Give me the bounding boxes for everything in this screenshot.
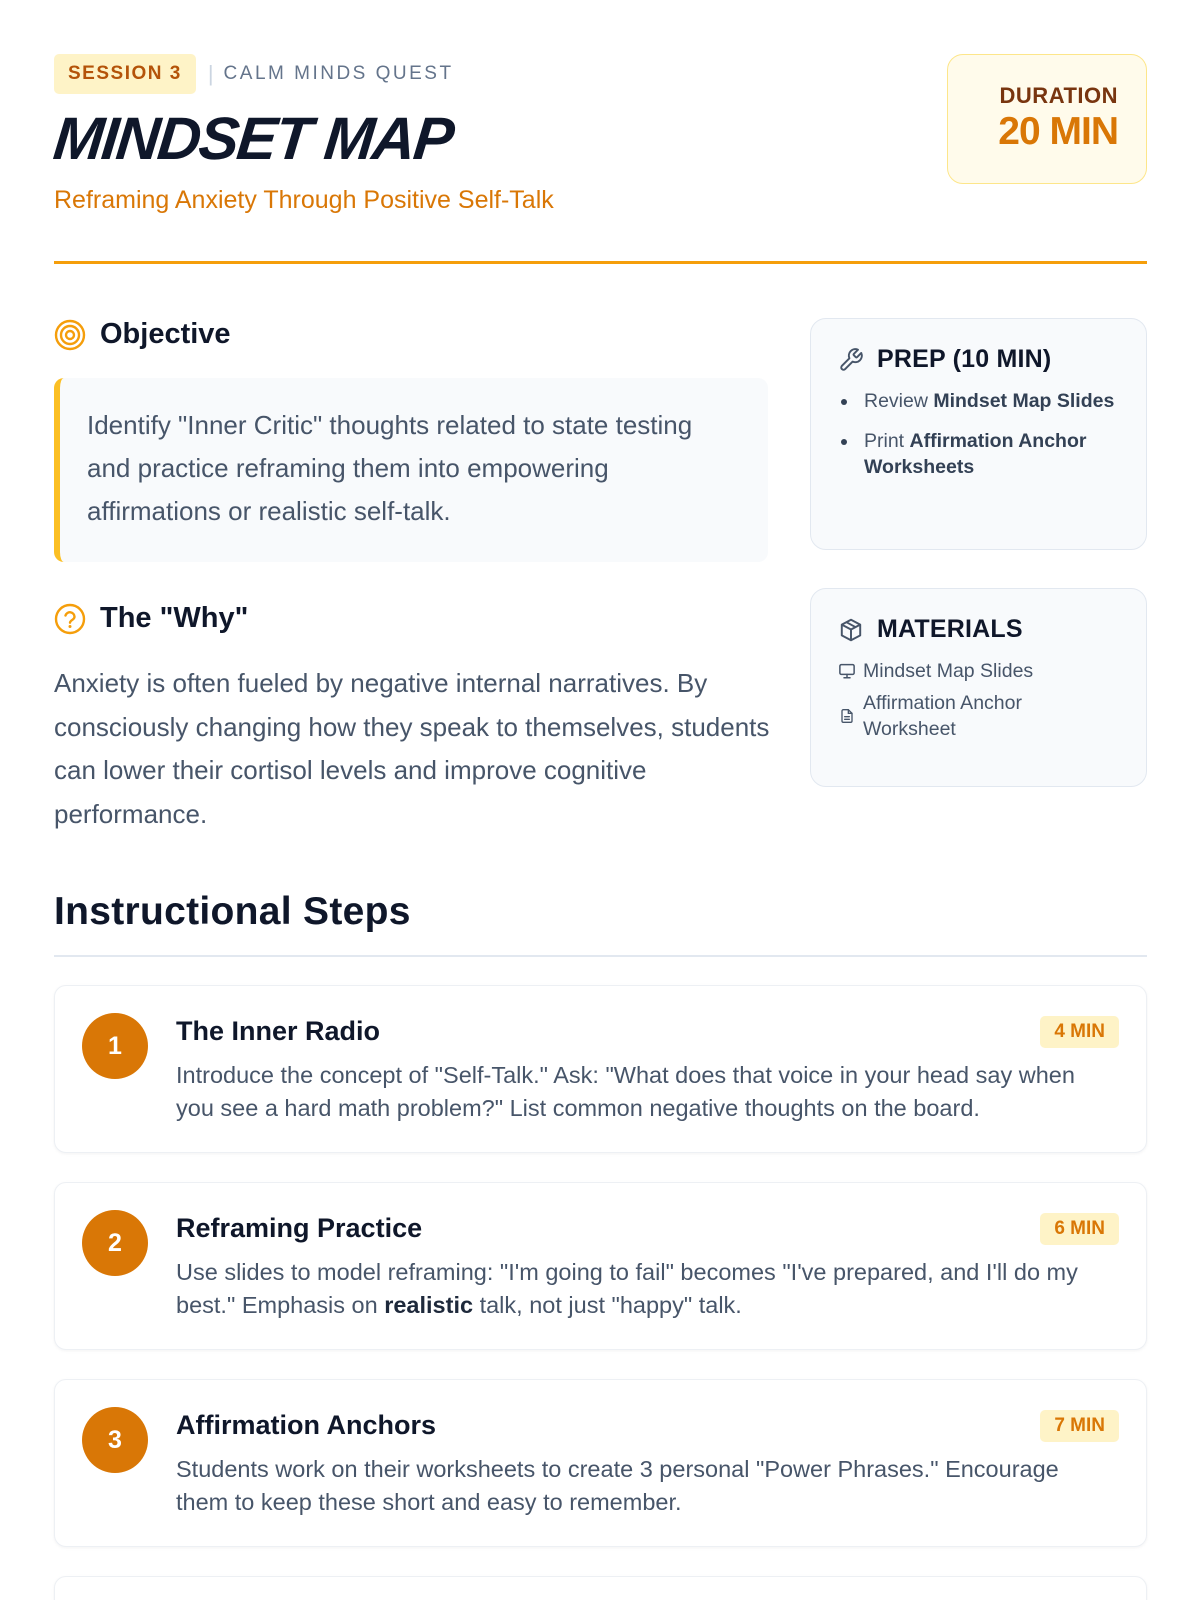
step-card bbox=[54, 1182, 1147, 1350]
prep-heading bbox=[837, 345, 1120, 374]
objective-heading bbox=[54, 318, 231, 351]
session-badge: SESSION 3 bbox=[54, 54, 196, 94]
prep-card bbox=[810, 318, 1147, 550]
monitor-icon bbox=[837, 662, 857, 680]
wrench-icon bbox=[837, 346, 865, 374]
step-number: 3 bbox=[82, 1407, 148, 1473]
step-card bbox=[54, 1576, 1147, 1600]
materials-title: MATERIALS bbox=[877, 615, 1023, 643]
step-description bbox=[176, 1453, 1116, 1519]
materials-list bbox=[837, 658, 1120, 742]
material-label: Mindset Map Slides bbox=[863, 660, 1034, 682]
why-title: The "Why" bbox=[100, 602, 249, 634]
material-item bbox=[837, 690, 1120, 742]
why-text: Anxiety is often fueled by negative internal narratives. By consciously changing how they speak to themselves, students can lower their cortisol levels and improve cognitive performance. bbox=[54, 668, 770, 829]
prep-list bbox=[837, 388, 1120, 480]
target-icon bbox=[54, 319, 86, 351]
prep-title: PREP (10 MIN) bbox=[877, 345, 1052, 373]
step-title: The Inner Radio bbox=[176, 1016, 381, 1046]
steps-divider bbox=[54, 955, 1147, 957]
step-desc-text: Introduce the concept of "Self-Talk." Ask: "What does that voice in your head say when you see a hard math problem?" List common negative thoughts on the board. bbox=[176, 1062, 1075, 1121]
duration-value: 20 MIN bbox=[998, 110, 1118, 153]
step-number: 2 bbox=[82, 1210, 148, 1276]
materials-card bbox=[810, 588, 1147, 787]
quest-name: CALM MINDS QUEST bbox=[223, 63, 454, 84]
page-title: MINDSET MAP bbox=[50, 105, 456, 172]
step-desc-text: talk, not just "happy" talk. bbox=[473, 1292, 742, 1318]
document-icon bbox=[837, 707, 857, 725]
step-card bbox=[54, 985, 1147, 1153]
prep-item-bold: Mindset Map Slides bbox=[933, 390, 1115, 412]
page-subtitle: Reframing Anxiety Through Positive Self-Talk bbox=[54, 186, 554, 214]
prep-item bbox=[837, 428, 1120, 480]
why-heading bbox=[54, 602, 248, 635]
step-card bbox=[54, 1379, 1147, 1547]
step-duration-badge: 6 MIN bbox=[1040, 1213, 1119, 1245]
session-row bbox=[54, 54, 454, 94]
materials-heading bbox=[837, 615, 1120, 644]
objective-title: Objective bbox=[100, 318, 231, 350]
lesson-page bbox=[50, 0, 1147, 1600]
step-duration-badge: 7 MIN bbox=[1040, 1410, 1119, 1442]
prep-item-bold: Affirmation Anchor Worksheets bbox=[864, 430, 1087, 478]
step-desc-text: Students work on their worksheets to create 3 personal "Power Phrases." Encourage them to keep these short and easy to remember. bbox=[176, 1456, 1059, 1515]
objective-text: Identify "Inner Critic" thoughts related to state testing and practice reframing them into empowering affirmations or realistic self-talk. bbox=[87, 410, 693, 526]
objective-box bbox=[54, 378, 768, 562]
step-title: Reframing Practice bbox=[176, 1213, 423, 1243]
prep-item bbox=[837, 388, 1120, 414]
separator: | bbox=[207, 61, 214, 86]
step-description bbox=[176, 1059, 1116, 1125]
duration-box bbox=[947, 54, 1147, 184]
step-desc-bold: realistic bbox=[384, 1292, 474, 1318]
duration-label: DURATION bbox=[999, 83, 1118, 108]
steps-heading: Instructional Steps bbox=[54, 890, 411, 933]
prep-item-prefix: Review bbox=[864, 390, 934, 412]
step-title: Affirmation Anchors bbox=[176, 1410, 437, 1440]
step-description bbox=[176, 1256, 1116, 1322]
prep-item-prefix: Print bbox=[864, 430, 910, 452]
step-number: 1 bbox=[82, 1013, 148, 1079]
lesson-header bbox=[50, 54, 1147, 264]
step-duration-badge: 4 MIN bbox=[1040, 1016, 1119, 1048]
material-item bbox=[837, 658, 1120, 684]
material-label: Affirmation Anchor Worksheet bbox=[863, 692, 1022, 740]
step-desc-text: Use slides to model reframing: "I'm going to fail" becomes "I've prepared, and I'll do my best." Emphasis on bbox=[176, 1259, 1078, 1318]
question-circle-icon bbox=[54, 603, 86, 635]
package-icon bbox=[837, 616, 865, 644]
